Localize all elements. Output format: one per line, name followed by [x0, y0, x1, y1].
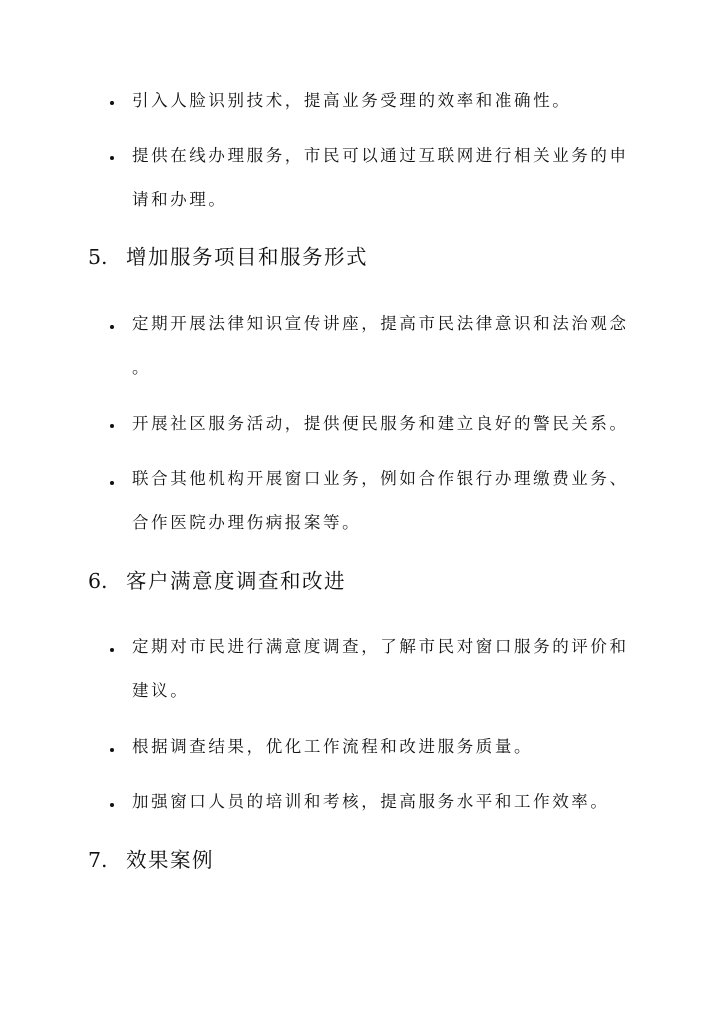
bullet-text-line: 根据调查结果，优化工作流程和改进服务质量。	[132, 737, 534, 756]
bullet-text-line: 合作医院办理伤病报案等。	[132, 513, 362, 532]
section-heading	[88, 847, 214, 873]
bullet-text-line: 加强窗口人员的培训和考核，提高服务水平和工作效率。	[132, 792, 610, 811]
section-heading	[88, 568, 346, 594]
bullet-text-line: 定期开展法律知识宣传讲座，提高市民法律意识和法治观念	[132, 314, 629, 333]
section-number: 5.	[88, 245, 108, 269]
bullet-text-line: 。	[132, 358, 152, 377]
bullet-dot	[110, 424, 114, 428]
section-number: 7.	[88, 848, 108, 872]
bullet-text-line: 提供在线办理服务，市民可以通过互联网进行相关业务的申	[132, 146, 629, 165]
section-title: 效果案例	[126, 848, 214, 872]
section-title: 客户满意度调查和改进	[126, 569, 346, 593]
bullet-dot	[110, 101, 114, 105]
bullet-text-line: 引入人脸识别技术，提高业务受理的效率和准确性。	[132, 91, 572, 110]
bullet-dot	[110, 803, 114, 807]
bullet-dot	[110, 325, 114, 329]
section-title: 增加服务项目和服务形式	[126, 245, 368, 269]
bullet-text-line: 建议。	[132, 681, 190, 700]
bullet-text-line: 联合其他机构开展窗口业务，例如合作银行办理缴费业务、	[132, 469, 629, 488]
bullet-dot	[110, 648, 114, 652]
bullet-dot	[110, 156, 114, 160]
bullet-text-line: 定期对市民进行满意度调查，了解市民对窗口服务的评价和	[132, 637, 629, 656]
bullet-text-line: 请和办理。	[132, 190, 228, 209]
bullet-dot	[110, 481, 114, 485]
section-number: 6.	[88, 569, 108, 593]
bullet-dot	[110, 748, 114, 752]
bullet-text-line: 开展社区服务活动，提供便民服务和建立良好的警民关系。	[132, 414, 629, 433]
section-heading	[88, 244, 368, 270]
